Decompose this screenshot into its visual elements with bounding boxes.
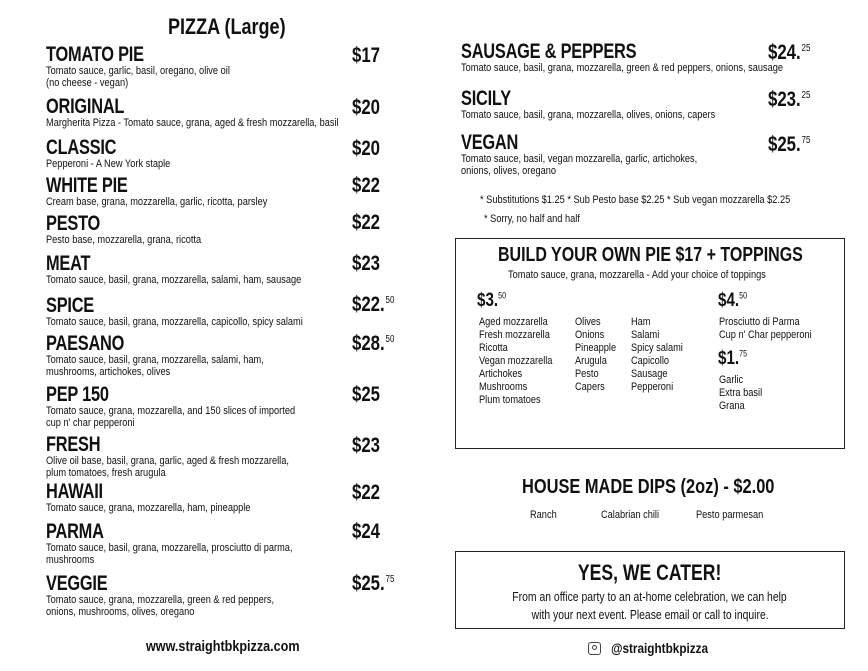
menu-item-name: MEAT	[46, 252, 91, 275]
menu-item	[461, 132, 742, 178]
menu-item	[46, 253, 350, 287]
dip-pesto-parmesan: Pesto parmesan	[696, 509, 764, 521]
topping-item: Vegan mozzarella	[479, 355, 553, 367]
menu-item-price: $22	[352, 211, 381, 234]
menu-item	[46, 333, 305, 379]
menu-item-price: $23	[352, 252, 381, 275]
menu-item-price: $22	[352, 174, 381, 197]
topping-item: Grana	[719, 400, 745, 412]
menu-item-description: Tomato sauce, grana, mozzarella, green & red peppers,	[46, 594, 275, 606]
menu-item-description: (no cheese - vegan)	[46, 77, 129, 89]
menu-item-price: $23.25	[768, 88, 811, 111]
topping-list-b	[719, 316, 812, 342]
menu-item-description: Pepperoni - A New York staple	[46, 158, 171, 170]
dip-ranch: Ranch	[530, 509, 557, 521]
menu-item-price: $24.25	[768, 41, 811, 64]
menu-item-name: TOMATO PIE	[46, 43, 144, 66]
topping-item: Salami	[631, 329, 660, 341]
topping-item: Capicollo	[631, 355, 670, 367]
menu-item-description: Tomato sauce, grana, mozzarella, and 150 slices of imported	[46, 405, 296, 417]
substitution-note: * Substitutions $1.25 * Sub Pesto base $2.25 * Sub vegan mozzarella $2.25	[480, 194, 791, 206]
menu-item	[46, 137, 194, 171]
menu-item-name: ORIGINAL	[46, 95, 125, 118]
menu-item-price: $22	[352, 481, 381, 504]
topping-item: Spicy salami	[631, 342, 683, 354]
topping-item: Prosciutto di Parma	[719, 316, 800, 328]
menu-item-description: onions, olives, oregano	[461, 165, 557, 177]
menu-item-description: Tomato sauce, basil, grana, mozzarella, olives, onions, capers	[461, 109, 716, 121]
menu-item-name: PARMA	[46, 520, 104, 543]
topping-item: Mushrooms	[479, 381, 528, 393]
menu-item	[461, 88, 764, 122]
menu-item-price: $17	[352, 44, 381, 67]
topping-item: Sausage	[631, 368, 668, 380]
menu-item-description: Cream base, grana, mozzarella, garlic, ricotta, parsley	[46, 196, 268, 208]
build-your-own-title: BUILD YOUR OWN PIE $17 + TOPPINGS	[498, 244, 803, 266]
topping-list-a1	[479, 316, 552, 407]
instagram-icon	[588, 642, 601, 655]
instagram-handle[interactable]: @straightbkpizza	[588, 640, 727, 656]
menu-item-description: Olive oil base, basil, grana, garlic, aged & fresh mozzarella,	[46, 455, 289, 467]
menu-item-name: PEP 150	[46, 383, 109, 406]
menu-item-name: PAESANO	[46, 332, 125, 355]
menu-item-description: Tomato sauce, basil, grana, mozzarella, green & red peppers, onions, sausage	[461, 62, 784, 74]
catering-line-2: with your next event. Please email or call to inquire.	[531, 607, 769, 622]
menu-item	[46, 213, 231, 247]
topping-item: Ricotta	[479, 342, 508, 354]
topping-item: Arugula	[575, 355, 607, 367]
menu-item	[46, 434, 335, 480]
menu-item	[46, 96, 394, 130]
menu-item-description: mushrooms, artichokes, olives	[46, 366, 171, 378]
topping-item: Ham	[631, 316, 651, 328]
no-half-note: * Sorry, no half and half	[484, 213, 580, 225]
menu-item	[46, 295, 352, 329]
topping-item: Pesto	[575, 368, 599, 380]
topping-item: Aged mozzarella	[479, 316, 548, 328]
topping-item: Fresh mozzarella	[479, 329, 550, 341]
menu-item-description: Margherita Pizza - Tomato sauce, grana, aged & fresh mozzarella, basil	[46, 117, 339, 129]
topping-price-tier-b: $4.50	[718, 290, 748, 311]
menu-item-description: cup n' char pepperoni	[46, 417, 135, 429]
topping-item: Onions	[575, 329, 605, 341]
menu-item-name: HAWAII	[46, 480, 103, 503]
topping-item: Extra basil	[719, 387, 763, 399]
topping-item: Plum tomatoes	[479, 394, 541, 406]
topping-price-tier-a: $3.50	[477, 290, 507, 311]
dips-title: HOUSE MADE DIPS (2oz) - $2.00	[522, 476, 775, 498]
menu-item-price: $20	[352, 137, 381, 160]
menu-item-name: CLASSIC	[46, 136, 117, 159]
menu-item-description: Tomato sauce, basil, grana, mozzarella, capicollo, spicy salami	[46, 316, 303, 328]
menu-item-description: Tomato sauce, basil, grana, mozzarella, salami, ham, sausage	[46, 274, 302, 286]
topping-item: Pineapple	[575, 342, 617, 354]
menu-item-name: VEGAN	[461, 131, 519, 154]
menu-item-name: PESTO	[46, 212, 101, 235]
menu-item-description: Tomato sauce, basil, grana, mozzarella, prosciutto di parma,	[46, 542, 293, 554]
catering-line-1: From an office party to an at-home celebration, we can help	[512, 589, 788, 604]
menu-item	[46, 521, 339, 567]
section-title: PIZZA (Large)	[168, 14, 286, 39]
topping-price-tier-c: $1.75	[718, 348, 748, 369]
menu-item-price: $28.50	[352, 332, 395, 355]
menu-item-name: SICILY	[461, 87, 511, 110]
topping-list-c	[719, 374, 762, 413]
menu-item	[46, 175, 310, 209]
menu-item-price: $20	[352, 96, 381, 119]
menu-item-description: Tomato sauce, basil, vegan mozzarella, garlic, artichokes,	[461, 153, 698, 165]
topping-item: Garlic	[719, 374, 744, 386]
topping-item: Capers	[575, 381, 605, 393]
menu-item-description: plum tomatoes, fresh arugula	[46, 467, 166, 479]
menu-item-price: $22.50	[352, 293, 395, 316]
menu-item-price: $25	[352, 383, 381, 406]
build-your-own-subtitle: Tomato sauce, grana, mozzarella - Add your choice of toppings	[508, 269, 766, 281]
topping-item: Cup n' Char pepperoni	[719, 329, 812, 341]
menu-item-description: Tomato sauce, garlic, basil, oregano, olive oil	[46, 65, 230, 77]
menu-item	[46, 44, 265, 90]
catering-title: YES, WE CATER!	[578, 560, 722, 585]
catering-box	[455, 551, 845, 629]
menu-item-description: Pesto base, mozzarella, grana, ricotta	[46, 234, 202, 246]
topping-list-a3	[631, 316, 683, 394]
menu-item-price: $24	[352, 520, 381, 543]
menu-item-price: $25.75	[768, 133, 811, 156]
menu-item-name: VEGGIE	[46, 572, 108, 595]
dip-calabrian-chili: Calabrian chili	[601, 509, 660, 521]
menu-item-price: $25.75	[352, 572, 395, 595]
topping-item: Pepperoni	[631, 381, 674, 393]
topping-item: Olives	[575, 316, 601, 328]
menu-item-name: WHITE PIE	[46, 174, 128, 197]
menu-item-description: Tomato sauce, basil, grana, mozzarella, salami, ham,	[46, 354, 264, 366]
menu-item-description: mushrooms	[46, 554, 95, 566]
menu-item	[46, 481, 289, 515]
menu-item-price: $23	[352, 434, 381, 457]
menu-item-description: onions, mushrooms, olives, oregano	[46, 606, 195, 618]
topping-list-a2	[575, 316, 616, 394]
menu-item-name: SPICE	[46, 294, 94, 317]
menu-item-description: Tomato sauce, grana, mozzarella, ham, pineapple	[46, 502, 251, 514]
topping-item: Artichokes	[479, 368, 523, 380]
website-link[interactable]: www.straightbkpizza.com	[146, 638, 300, 655]
menu-item-name: FRESH	[46, 433, 101, 456]
menu-item	[46, 573, 317, 619]
menu-item-name: SAUSAGE & PEPPERS	[461, 40, 637, 63]
menu-item	[46, 384, 343, 430]
